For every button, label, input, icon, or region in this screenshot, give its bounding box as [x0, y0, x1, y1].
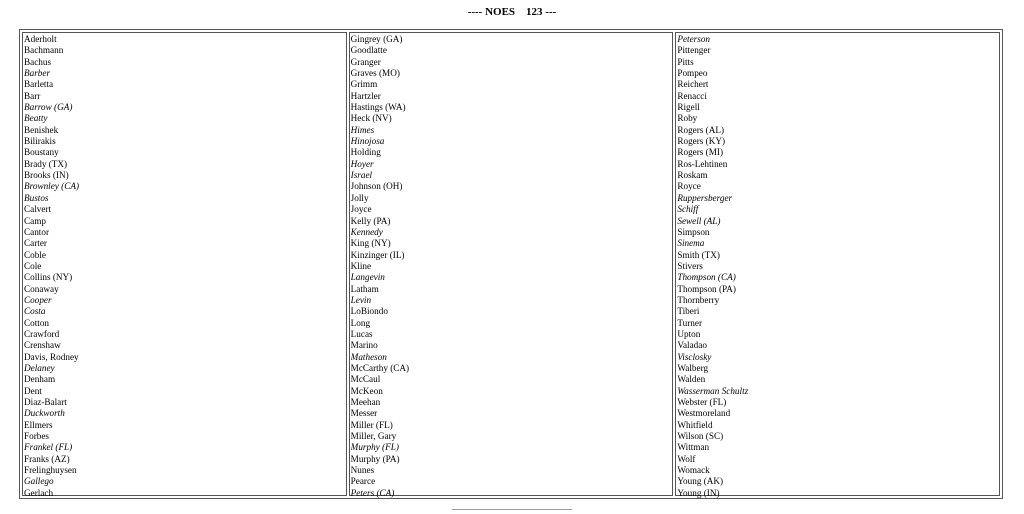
member-name: Frelinghuysen [24, 465, 77, 476]
member-name: Beatty [24, 113, 48, 124]
member-name: Schiff [677, 204, 699, 215]
member-name: Gallego [24, 476, 54, 487]
page-divider [452, 509, 572, 510]
member-name: Marino [350, 340, 378, 351]
member-name: Levin [350, 294, 372, 305]
member-name: Boustany [24, 147, 59, 158]
member-name: King (NY) [350, 238, 391, 249]
member-name: Young (AK) [677, 476, 724, 487]
member-name: Kelly (PA) [350, 215, 391, 226]
member-name: Peterson [677, 34, 711, 44]
member-name: Lucas [350, 328, 373, 339]
member-name: Collins (NY) [24, 272, 73, 283]
member-name: Rogers (AL) [677, 124, 725, 135]
member-name: Pompeo [677, 68, 708, 79]
member-name: Sewell (AL) [677, 215, 721, 226]
member-name: Sinema [677, 238, 705, 249]
member-name: Walden [677, 374, 706, 385]
member-name: Rogers (KY) [677, 136, 726, 147]
member-name: Long [350, 317, 371, 328]
member-name: Crenshaw [24, 340, 61, 351]
member-name: Joyce [350, 204, 372, 215]
member-name: Hinojosa [350, 136, 385, 147]
member-name: Langevin [350, 272, 385, 283]
member-name: Whitfield [677, 419, 713, 430]
member-name: Upton [677, 328, 701, 339]
member-name: Rigell [677, 102, 700, 113]
member-name: Murphy (FL) [350, 442, 399, 453]
member-name: Rogers (MI) [677, 147, 724, 158]
member-name: Cooper [24, 294, 52, 305]
member-name: Young (IN) [677, 487, 720, 498]
member-name: Barr [24, 90, 41, 101]
member-name: Brownley (CA) [24, 181, 80, 192]
member-name: Hoyer [350, 158, 374, 169]
member-name: Wasserman Schultz [677, 385, 749, 396]
member-name: Barber [24, 68, 51, 79]
member-name: Murphy (PA) [350, 453, 400, 464]
member-name: Ros-Lehtinen [677, 158, 728, 169]
member-name: Denham [24, 374, 56, 385]
member-name: McCaul [350, 374, 381, 385]
member-name: Kinzinger (IL) [350, 249, 405, 260]
member-name: Ellmers [24, 419, 53, 430]
member-name: Peters (CA) [350, 487, 395, 498]
member-name: Hartzler [350, 90, 381, 101]
member-name: Frankel (FL) [24, 442, 73, 453]
member-name: Graves (MO) [350, 68, 400, 79]
member-name: Matheson [350, 351, 387, 362]
member-name: Nunes [350, 465, 375, 476]
member-name: Costa [24, 306, 46, 317]
member-name: Conaway [24, 283, 59, 294]
member-name: Goodlatte [350, 45, 387, 56]
names-column-1 [22, 32, 347, 496]
noes-table [19, 29, 1003, 499]
member-name: Miller (FL) [350, 419, 393, 430]
member-name: Israel [350, 170, 373, 181]
member-name: Dent [24, 385, 42, 396]
member-name: LoBiondo [350, 306, 388, 317]
member-name: Bilirakis [24, 136, 56, 147]
member-name: Thornberry [677, 294, 720, 305]
member-name: Visclosky [677, 351, 712, 362]
member-name: Diaz-Balart [24, 397, 67, 407]
member-name: Meehan [350, 397, 381, 407]
member-name: Bachmann [24, 45, 64, 56]
member-name: Grimm [350, 79, 378, 90]
member-name: Camp [24, 215, 46, 226]
member-name: Ruppersberger [677, 192, 733, 203]
member-name: Cole [24, 260, 42, 271]
member-name: Kennedy [350, 226, 383, 237]
member-name: Turner [677, 317, 703, 328]
member-name: Westmoreland [677, 408, 731, 419]
member-name: Bustos [24, 192, 49, 203]
member-name: Thompson (PA) [677, 283, 736, 294]
member-name: Tiberi [677, 306, 700, 317]
member-name: Brady (TX) [24, 158, 68, 169]
member-name: McCarthy (CA) [350, 362, 410, 373]
member-name: Davis, Rodney [24, 351, 79, 362]
member-name: Messer [350, 408, 378, 419]
member-name: Webster (FL) [677, 397, 727, 407]
member-name: Bachus [24, 56, 52, 67]
member-name: Crawford [24, 328, 60, 339]
member-name: Duckworth [24, 408, 65, 419]
member-name: Wilson (SC) [677, 431, 724, 442]
member-name: Cotton [24, 317, 50, 328]
member-name: Calvert [24, 204, 52, 215]
member-name: Latham [350, 283, 379, 294]
member-name: Holding [350, 147, 381, 158]
member-name: Thompson (CA) [677, 272, 736, 283]
member-name: Brooks (IN) [24, 170, 69, 181]
member-name: Simpson [677, 226, 710, 237]
member-name: Aderholt [24, 34, 57, 44]
member-name: Womack [677, 465, 710, 476]
member-name: Franks (AZ) [24, 453, 70, 464]
member-name: Reichert [677, 79, 709, 90]
member-name: Hastings (WA) [350, 102, 406, 113]
member-name: McKeon [350, 385, 383, 396]
member-name: Barletta [24, 79, 54, 90]
member-name: Stivers [677, 260, 703, 271]
vote-heading: ---- NOES 123 --- [467, 6, 557, 18]
member-name: Wolf [677, 453, 696, 464]
member-name: Valadao [677, 340, 707, 351]
member-name: Barrow (GA) [24, 102, 73, 113]
member-name: Renacci [677, 90, 707, 101]
member-name: Granger [350, 56, 381, 67]
member-name: Cantor [24, 226, 50, 237]
member-name: Carter [24, 238, 47, 249]
member-name: Smith (TX) [677, 249, 720, 260]
member-name: Heck (NV) [350, 113, 392, 124]
member-name: Roskam [677, 170, 708, 181]
names-column-3 [675, 32, 1000, 496]
member-name: Kline [350, 260, 372, 271]
member-name: Pearce [350, 476, 376, 487]
member-name: Miller, Gary [350, 431, 397, 442]
member-name: Benishek [24, 124, 59, 135]
member-name: Wittman [677, 442, 710, 453]
member-name: Pittenger [677, 45, 711, 56]
member-name: Roby [677, 113, 698, 124]
member-name: Jolly [350, 192, 369, 203]
member-name: Coble [24, 249, 46, 260]
member-name: Delaney [24, 362, 55, 373]
member-name: Himes [350, 124, 375, 135]
member-name: Royce [677, 181, 701, 192]
member-name: Gingrey (GA) [350, 34, 403, 44]
names-column-2 [349, 32, 674, 496]
member-name: Pitts [677, 56, 694, 67]
member-name: Walberg [677, 362, 709, 373]
member-name: Gerlach [24, 487, 54, 498]
member-name: Johnson (OH) [350, 181, 403, 192]
member-name: Forbes [24, 431, 50, 442]
